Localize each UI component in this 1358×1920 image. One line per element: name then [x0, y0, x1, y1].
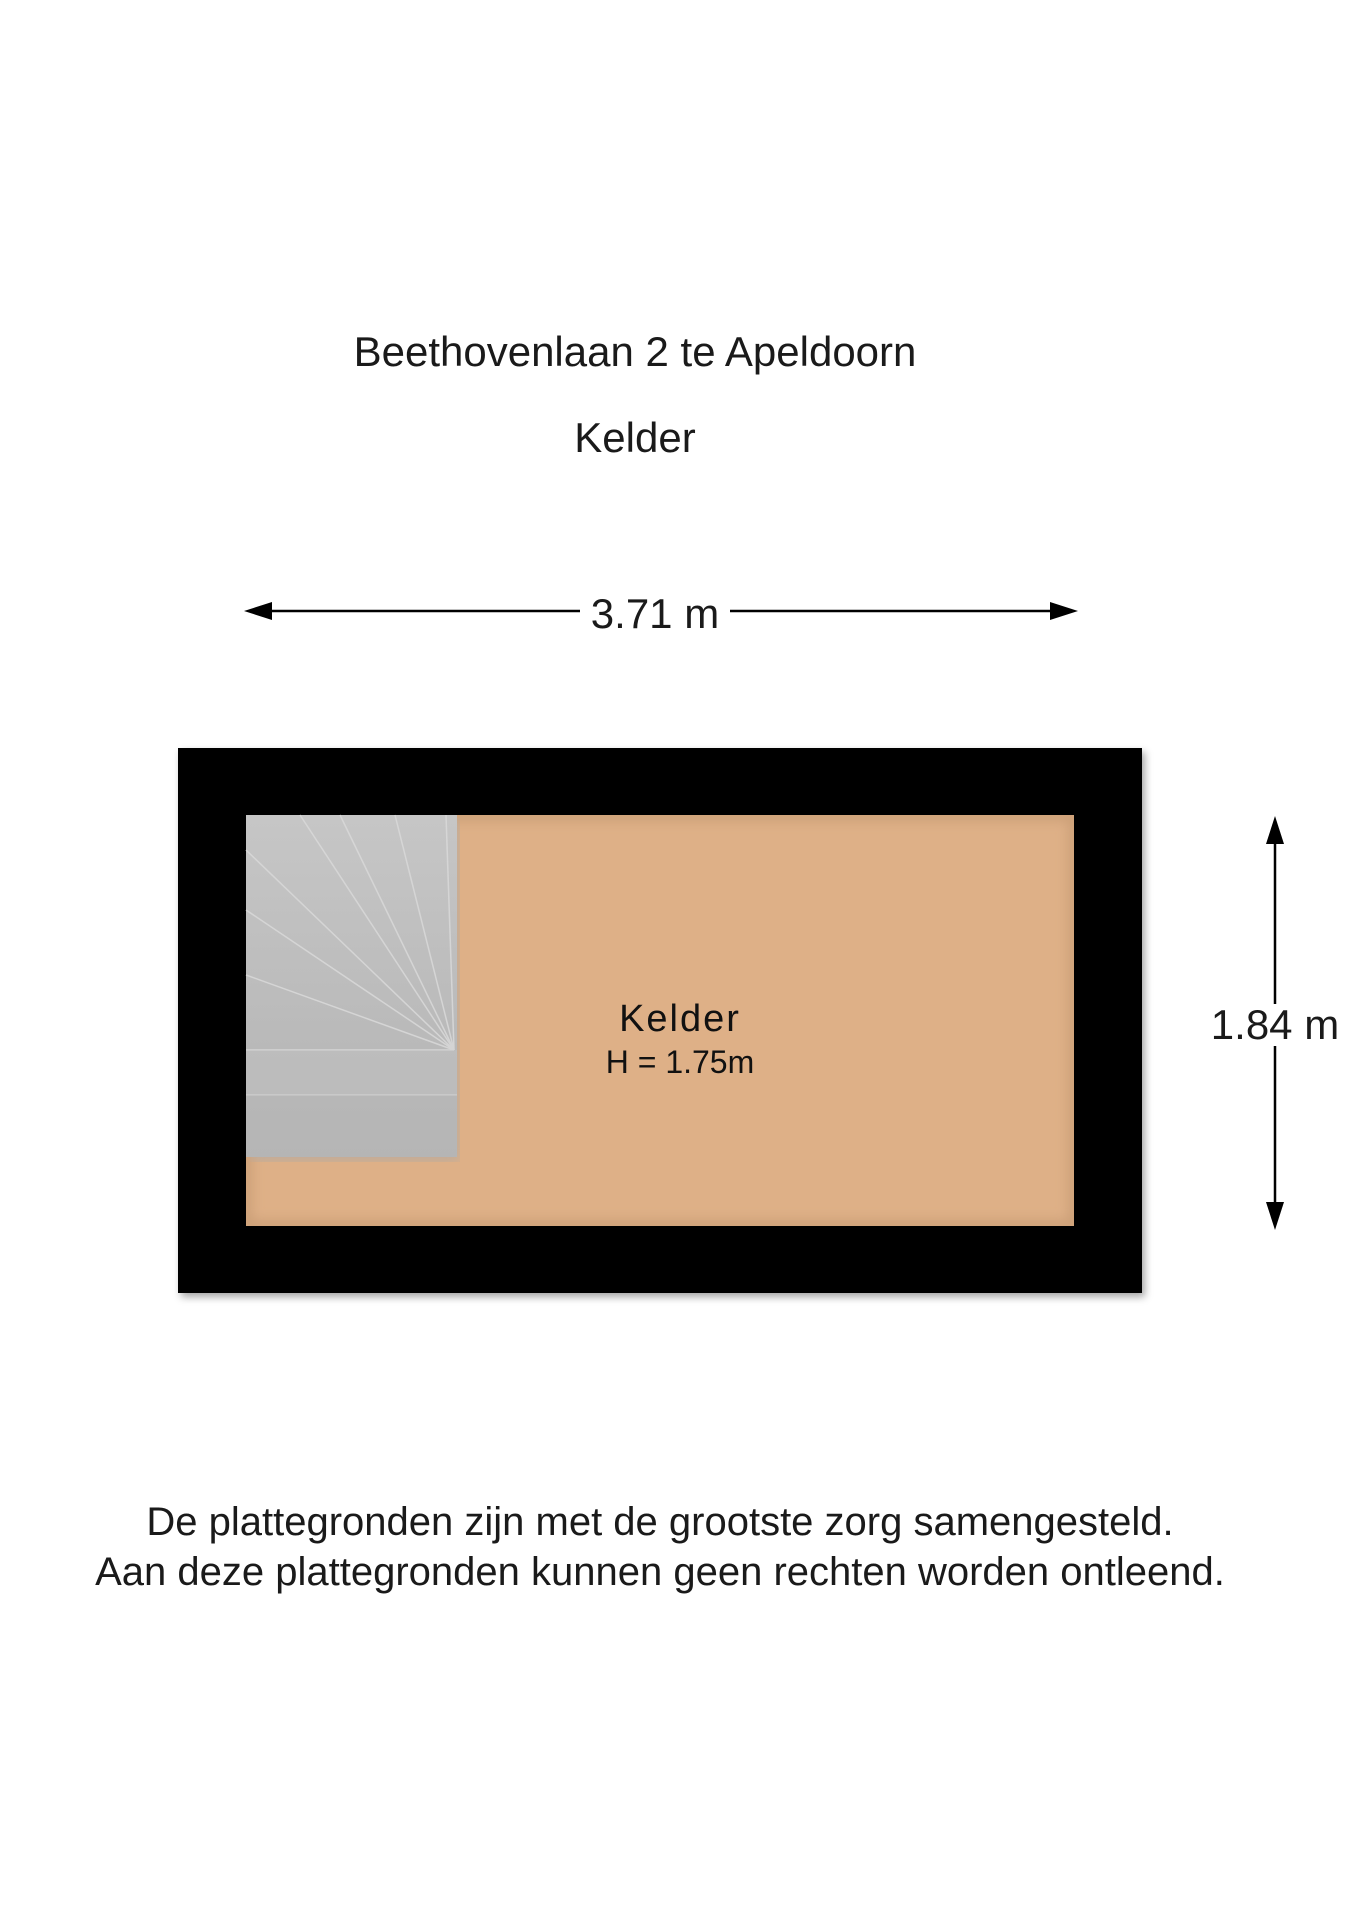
arrow-right-icon: [1050, 602, 1078, 620]
plan-floor-title: Kelder: [574, 414, 696, 461]
room-name-label: Kelder: [619, 998, 741, 1040]
staircase: [246, 815, 460, 1162]
disclaimer-line-1: De plattegronden zijn met de grootste zorg samengesteld.: [146, 1500, 1174, 1544]
height-dimension-label: 1.84 m: [1200, 1004, 1350, 1046]
plan-address-title: Beethovenlaan 2 te Apeldoorn: [353, 328, 917, 375]
arrow-up-icon: [1266, 816, 1284, 844]
width-dimension-label: 3.71 m: [580, 593, 730, 635]
room-ceiling-height-label: H = 1.75m: [605, 1044, 755, 1080]
disclaimer-line-2: Aan deze plattegronden kunnen geen rechten worden ontleend.: [95, 1550, 1225, 1594]
arrow-down-icon: [1266, 1202, 1284, 1230]
arrow-left-icon: [244, 602, 272, 620]
